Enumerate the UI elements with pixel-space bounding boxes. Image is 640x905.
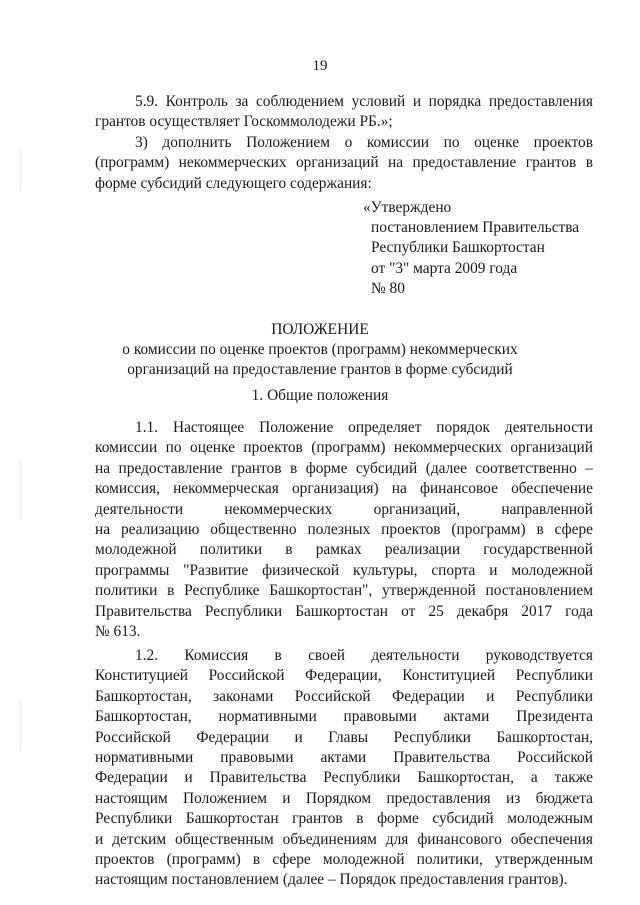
approval-line: «Утверждено [363,199,452,216]
text-line: нормативными правовыми актами Правительства Российской [95,749,593,767]
document-title: ПОЛОЖЕНИЕ [271,321,369,338]
text-line: и детским общественным объединениям для финансового обеспечения [95,830,593,848]
text-line: форме субсидий следующего содержания: [95,174,372,192]
text-line: на реализацию общественно полезных проектов (программ) в сфере [95,521,593,539]
scan-edge-mark [20,460,21,520]
text-line: настоящим постановлением (далее – Порядок предоставления грантов). [95,871,568,889]
page-number: 19 [312,58,328,74]
approval-line: постановлением Правительства [371,219,580,237]
text-line: Башкортостан, законами Российской Федерации и Республики [95,687,593,705]
paragraph-1-1 [95,418,593,642]
scan-edge-mark [20,150,21,190]
text-line: комиссии по оценке проектов (программ) некоммерческих организаций [95,439,593,457]
text-line: комиссия, некоммерческая организация) на финансовое обеспечение [95,480,593,498]
text-line: настоящим Положением и Порядком предоставления из бюджета [95,789,593,807]
text-line: программы "Развитие физической культуры, спорта и молодежной [95,561,593,579]
intro-text [95,92,593,194]
subtitle-line: о комиссии по оценке проектов (программ) некоммерческих [122,341,518,358]
approval-stamp-text [363,198,579,299]
text-line: молодежной политики в рамках реализации государственной [95,541,593,559]
text-line: на предоставление грантов в форме субсидий (далее соответственно – [95,459,593,477]
subtitle-line: организаций на предоставление грантов в форме субсидий [127,360,513,378]
text-line: деятельности некоммерческих организаций, направленной [95,500,593,518]
text-line: Республики Башкортостан грантов в форме субсидий молодежным [95,810,593,828]
text-line: 1.2. Комиссия в своей деятельности руководствуется [135,647,593,664]
approval-line: от "3" марта 2009 года [371,259,518,277]
scan-edge-mark [20,700,21,750]
text-line: проектов (программ) в сфере молодежной политики, утвержденным [95,851,593,869]
text-line: 1.1. Настоящее Положение определяет порядок деятельности [135,419,593,436]
text-line: Федерации и Правительства Республики Башкортостан, а также [95,769,593,787]
approval-line: Республики Башкортостан [371,239,545,257]
document-subtitle [0,340,640,379]
approval-line: № 80 [371,279,405,297]
text-line: грантов осуществляет Госкоммолодежи РБ.»; [95,113,393,131]
text-line: Конституцией Российской Федерации, Конституцией Республики [95,667,593,685]
paragraph-1-2 [95,646,593,891]
text-line: (программ) некоммерческих организаций на предоставление грантов в [95,154,593,172]
text-line: политики в Республике Башкортостан", утвержденной постановлением [95,582,593,600]
text-line: 5.9. Контроль за соблюдением условий и порядка предоставления [135,93,593,110]
section-heading: 1. Общие положения [251,387,389,404]
text-line: Российской Федерации и Главы Республики Башкортостан, [95,728,593,746]
text-line: Башкортостан, нормативными правовыми актами Президента [95,708,593,726]
text-line: № 613. [95,623,141,641]
text-line: Правительства Республики Башкортостан от 25 декабря 2017 года [95,602,593,620]
text-line: 3) дополнить Положением о комиссии по оценке проектов [135,133,593,151]
